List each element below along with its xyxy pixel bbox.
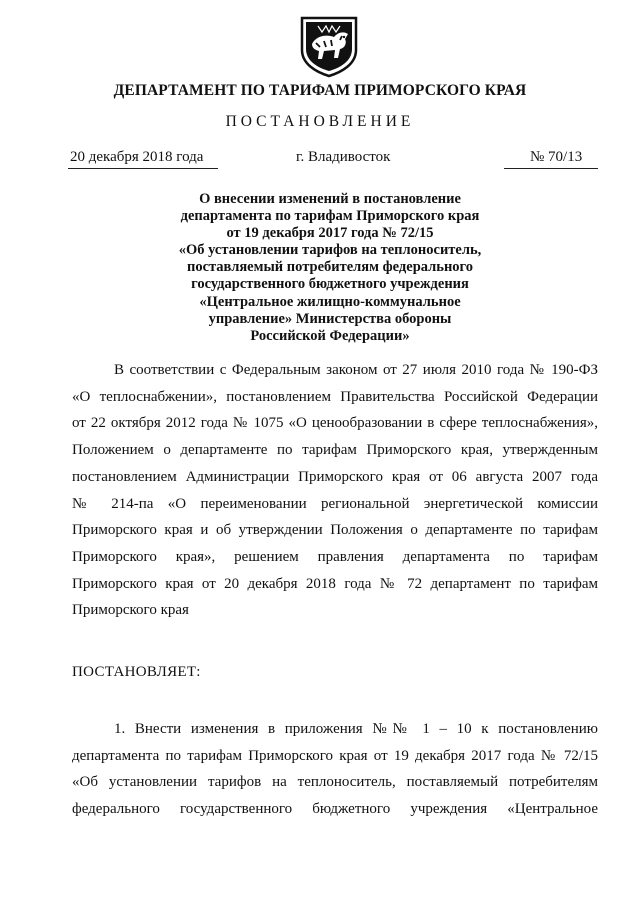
paragraph-line: Приморского края от 20 декабря 2018 года № 72 департамент по тарифам	[72, 575, 598, 592]
title-line: поставляемый потребителям федерального	[186, 259, 474, 276]
paragraph-line: Положением о департаменте по тарифам Приморского края, утвержденным	[72, 442, 598, 459]
paragraph-line: «О теплоснабжении», постановлением Правительства Российской Федерации	[72, 388, 598, 405]
title-line: «Центральное жилищно-коммунальное	[199, 293, 461, 310]
paragraph-line: В соответствии с Федеральным законом от 27 июля 2010 года № 190-ФЗ	[114, 362, 598, 378]
paragraph-line: 1. Внести изменения в приложения №№ 1 – 10 к постановлению	[114, 721, 598, 737]
item-1-paragraph	[72, 716, 598, 823]
document-date: 20 декабря 2018 года	[70, 149, 204, 165]
document-city: г. Владивосток	[296, 149, 391, 165]
title-line: департамента по тарифам Приморского края	[180, 208, 480, 225]
paragraph-line: № 214-па «О переименовании региональной энергетической комиссии	[72, 495, 598, 512]
title-line: государственного бюджетного учреждения	[191, 276, 469, 293]
title-line: от 19 декабря 2017 года № 72/15	[226, 225, 434, 242]
paragraph-line: Приморского края	[72, 602, 189, 619]
paragraph-line: Приморского края и об утверждении Положения о департаменте по тарифам	[72, 522, 598, 539]
title-line: О внесении изменений в постановление	[199, 191, 461, 207]
title-line: управление» Министерства обороны	[208, 310, 452, 327]
preamble-paragraph	[72, 357, 598, 624]
paragraph-line: федерального государственного бюджетного учреждения «Центральное	[72, 801, 598, 818]
document-number: № 70/13	[530, 149, 583, 165]
paragraph-line: постановлением Администрации Приморского края от 06 августа 2007 года	[72, 468, 598, 485]
document-title	[120, 191, 540, 345]
resolve-heading: ПОСТАНОВЛЯЕТ:	[72, 664, 201, 680]
paragraph-line: от 22 октября 2012 года № 1075 «О ценообразовании в сфере теплоснабжения»,	[72, 415, 598, 432]
paragraph-line: департамента по тарифам Приморского края от 19 декабря 2017 года № 72/15	[72, 747, 598, 764]
title-line: Российской Федерации»	[250, 327, 410, 344]
title-line: «Об установлении тарифов на теплоноситель,	[178, 242, 482, 259]
date-underline	[68, 168, 218, 169]
paragraph-line: «Об установлении тарифов на теплоноситель, поставляемый потребителям	[72, 774, 598, 791]
coat-of-arms-emblem	[298, 14, 360, 78]
document-type: ПОСТАНОВЛЕНИЕ	[225, 113, 415, 130]
department-name: ДЕПАРТАМЕНТ ПО ТАРИФАМ ПРИМОРСКОГО КРАЯ	[113, 82, 527, 99]
paragraph-line: Приморского края», решением правления департамента по тарифам	[72, 548, 598, 565]
number-underline	[504, 168, 598, 169]
